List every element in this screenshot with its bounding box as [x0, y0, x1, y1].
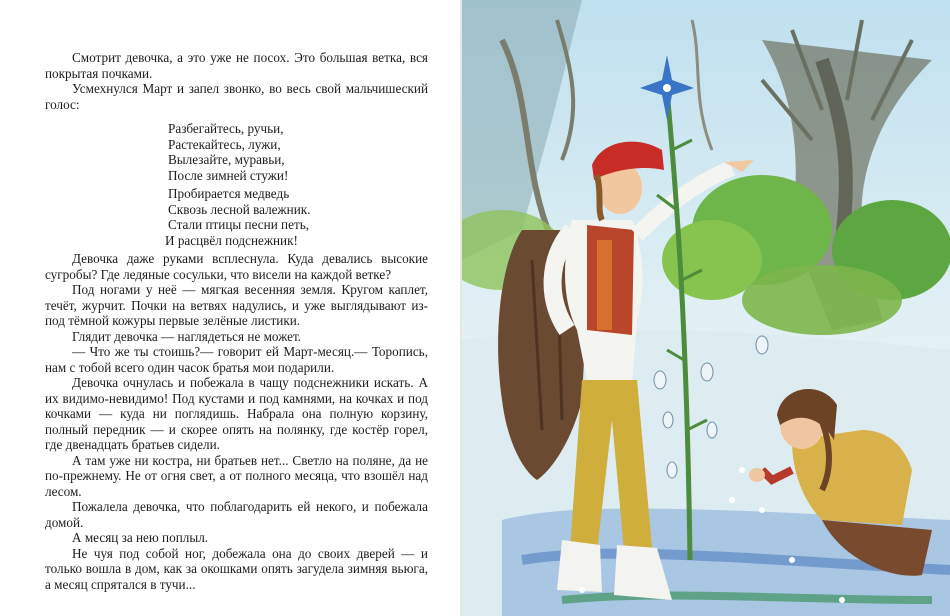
paragraph: Не чуя под собой ног, добежала она до своих дверей — и только вошла в дом, как за окошками опять загудела зимняя вьюга, а месяц спрятался в тучи...: [45, 545, 428, 592]
main-text: [45, 251, 428, 592]
paragraph: Девочка очнулась и побежала в чащу подснежники искать. А их видимо-невидимо! Под кустами и под камнями, на кочках и под кочками — куда ни поглядишь. Набрала она полную корзину, полный передник — и скорее опять на полянку, где костёр горел, где двенадцать братьев сидели.: [45, 375, 428, 452]
paragraph: Девочка даже руками всплеснула. Куда девались высокие сугробы? Где ледяные сосульки, что висели на каждой ветке?: [45, 251, 428, 282]
paragraph: — Что же ты стоишь?— говорит ей Март-месяц.— Торопись, нам с тобой всего один часок братья мои подарили.: [45, 344, 428, 375]
poem-stanza-2: [165, 186, 398, 248]
paragraph: Под ногами у неё — мягкая весенняя земля. Кругом каплет, течёт, журчит. Почки на ветвях надулись, и уже выглядывают из-под тёмной кожуры первые зелёные листики.: [45, 282, 428, 328]
paragraph: А месяц за нею поплыл.: [72, 530, 209, 545]
paragraph-intro-2: Усмехнулся Март и запел звонко, во весь свой мальчишеский голос:: [45, 81, 428, 112]
poem-line: Пробирается медведь: [168, 186, 290, 201]
illustration-page: [462, 0, 950, 616]
poem-line: Разбегайтесь, ручьи,: [168, 121, 284, 136]
poem-line: Растекайтесь, лужи,: [168, 136, 281, 152]
intro-block: [45, 50, 428, 112]
text-page: [0, 0, 460, 616]
poem-stanza-1: [168, 121, 398, 183]
paragraph-intro-1: Смотрит девочка, а это уже не посох. Это большая ветка, вся покрытая почками.: [45, 50, 428, 81]
poem-line: После зимней стужи!: [168, 167, 289, 183]
poem-line: Сквозь лесной валежник.: [168, 201, 311, 217]
poem-line: Вылезайте, муравьи,: [168, 152, 285, 167]
paragraph: Глядит девочка — наглядеться не может.: [72, 328, 302, 344]
poem-line: Стали птицы песни петь,: [168, 217, 310, 232]
paragraph: А там уже ни костра, ни братьев нет... Светло на поляне, да не по-прежнему. Не от огня свет, а от полного месяца, что взошёл над лесом.: [45, 452, 428, 499]
illustration-art: [462, 0, 950, 616]
paragraph: Пожалела девочка, что поблагодарить ей некого, и побежала домой.: [45, 499, 428, 530]
poem-line: И расцвёл подснежник!: [165, 232, 298, 248]
